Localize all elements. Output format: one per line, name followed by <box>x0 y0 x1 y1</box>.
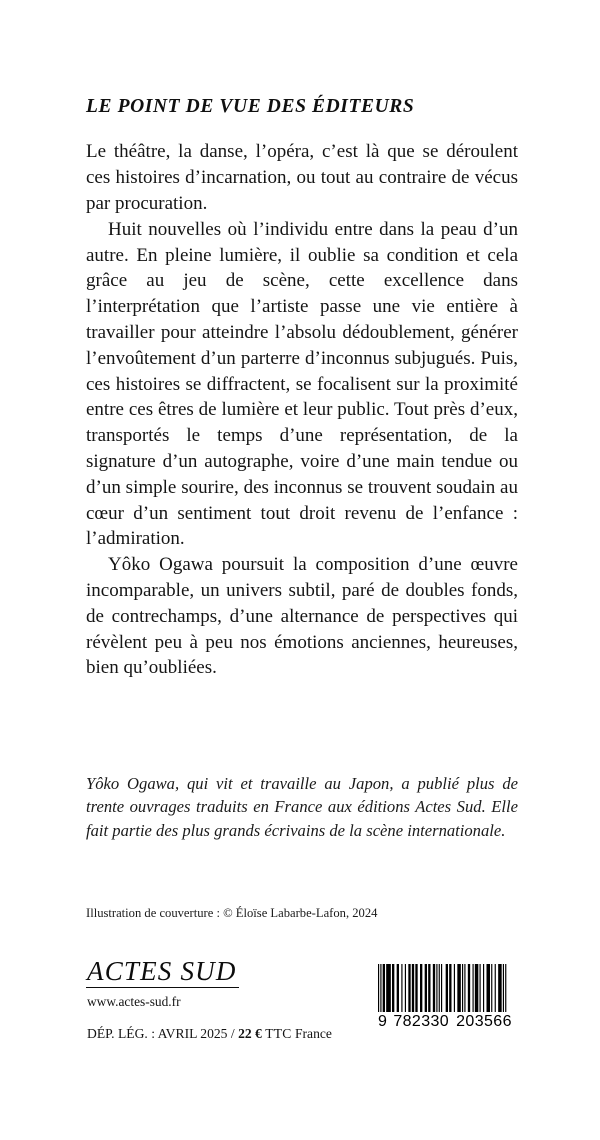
price-tax-label: TTC <box>265 1026 292 1042</box>
price-country-label: France <box>291 1026 332 1042</box>
barcode-right-group: 203566 <box>456 1013 512 1030</box>
legal-deposit-line <box>87 1027 356 1041</box>
editors-note-block <box>86 96 518 681</box>
price-value: 22 € <box>238 1026 262 1042</box>
blurb-paragraph-1: Le théâtre, la danse, l’opéra, c’est là que se déroulent ces histoires d’incarnation, ou tout au contraire de vécus par procuration. <box>86 141 518 215</box>
legal-deposit-date: DÉP. LÉG. : AVRIL 2025 / <box>87 1026 239 1042</box>
author-biography: Yôko Ogawa, qui vit et travaille au Japon, a publié plus de trente ouvrages traduits en France aux éditions Actes Sud. Elle fait partie des plus grands écrivains de la scène internationale. <box>86 774 518 840</box>
barcode-frame <box>373 960 518 1032</box>
isbn-barcode-block <box>373 960 518 1032</box>
cover-illustration-credit: Illustration de couverture : © Éloïse Labarbe-Lafon, 2024 <box>86 906 378 920</box>
publisher-website[interactable]: www.actes-sud.fr <box>87 994 181 1009</box>
footer-block <box>86 958 518 1058</box>
barcode-bars-icon <box>378 964 511 1012</box>
barcode-digits <box>378 1014 513 1030</box>
actes-sud-logo: ACTES SUD <box>87 956 237 986</box>
blurb-paragraph-3: Yôko Ogawa poursuit la composition d’une œuvre incomparable, un univers subtil, paré de doubles fonds, de contrechamps, d’une alternance de perspectives qui révèlent peu à peu nos émotions anciennes, heureuses, bien qu’oubliées. <box>86 554 518 679</box>
barcode-lead-digit: 9 <box>378 1013 388 1030</box>
barcode-left-group: 782330 <box>393 1013 450 1030</box>
editors-viewpoint-heading: LE POINT DE VUE DES ÉDITEURS <box>86 96 415 117</box>
publisher-imprint-block <box>86 958 356 1041</box>
blurb-paragraph-2: Huit nouvelles où l’individu entre dans la peau d’un autre. En pleine lumière, il oublie sa condition et cela grâce au jeu de scène, cette excellence dans l’interprétation que l’artiste passe une vie entière à travailler pour atteindre l’absolu dédoublement, générer l’envoûtement d’un parterre d’inconnus subjugués. Puis, ces histoires se diffractent, se focalisent sur la proximité entre ces êtres de lumière et leur public. Tout près d’eux, transportés le temps d’une représentation, de la signature d’un autographe, voire d’une main tendue ou d’un simple sourire, des inconnus se trouvent soudain au cœur d’un sentiment tout droit revenu de l’enfance : l’admiration. <box>86 218 518 550</box>
